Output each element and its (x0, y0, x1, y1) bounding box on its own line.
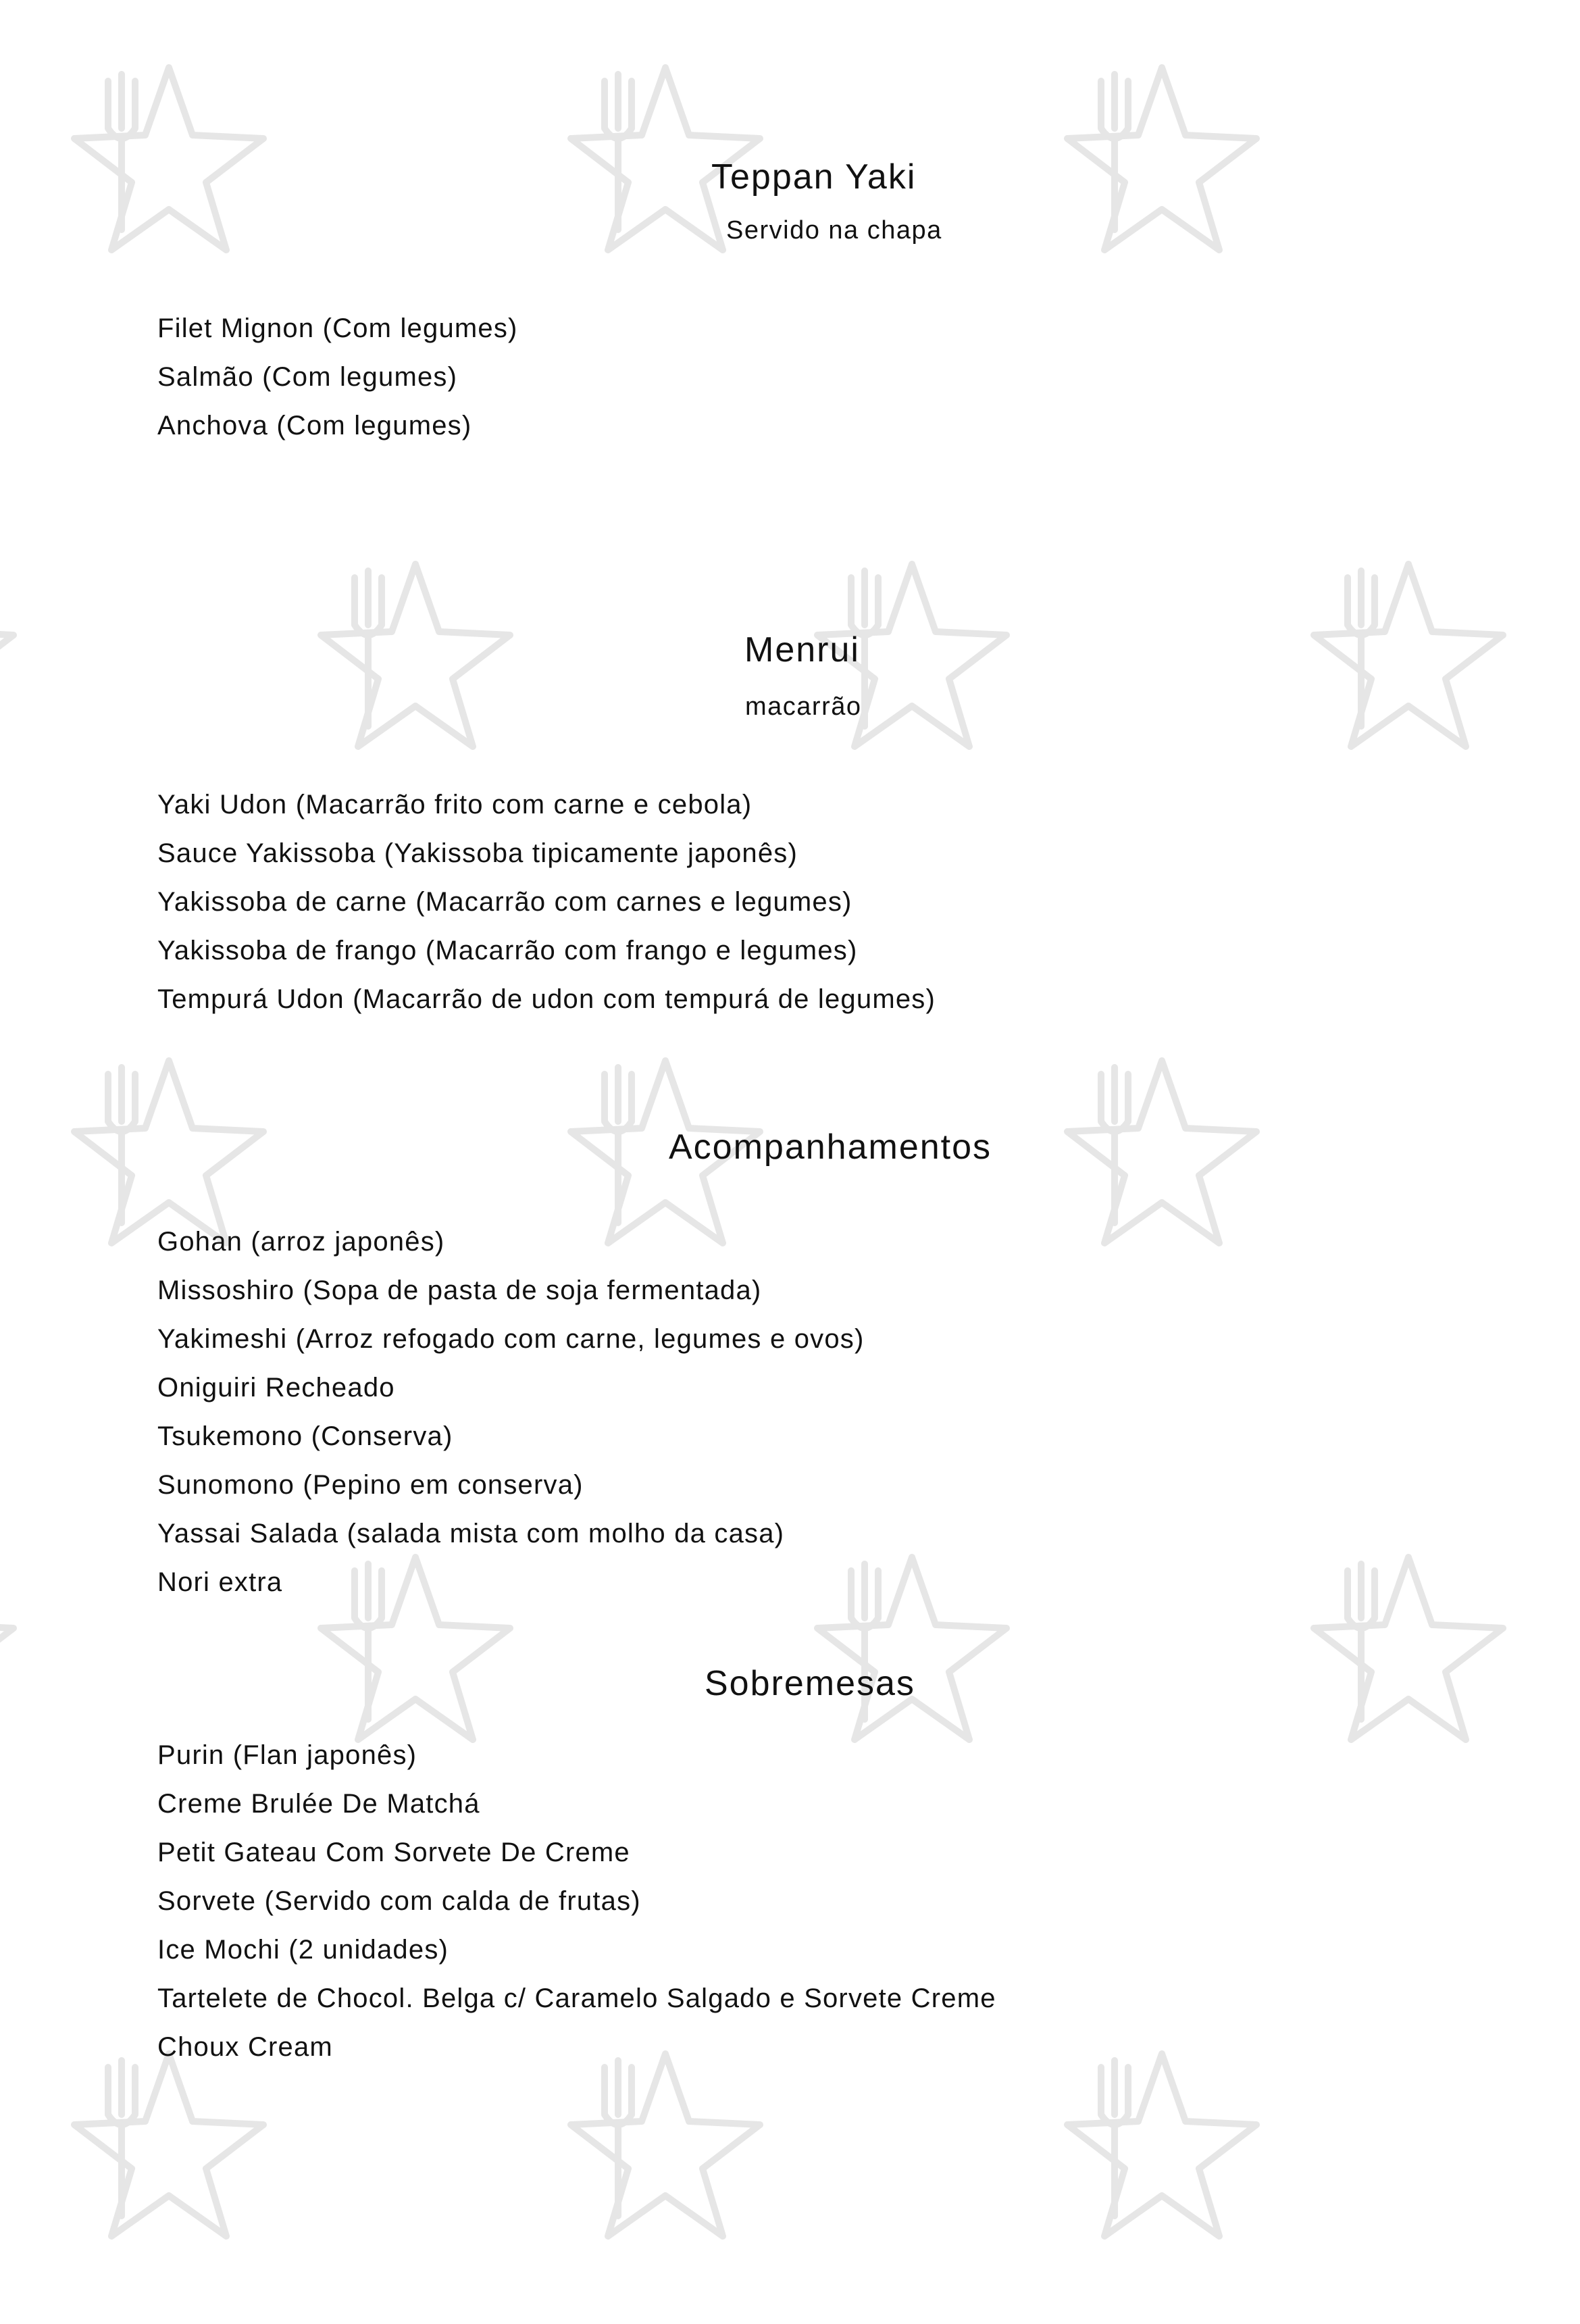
restaurant-guru-star-fork-icon (1061, 2040, 1263, 2243)
watermark-logo (1061, 1047, 1344, 1331)
menu-item: Tartelete de Chocol. Belga c/ Caramelo Salgado e Sorvete Creme (157, 1984, 996, 2013)
menu-item: Petit Gateau Com Sorvete De Creme (157, 1838, 630, 1867)
menu-item: Creme Brulée De Matchá (157, 1789, 480, 1819)
watermark-logo (1307, 551, 1580, 834)
watermark-logo (0, 551, 101, 834)
menu-item: Yakissoba de carne (Macarrão com carnes e legumes) (157, 887, 852, 917)
watermark-logo (564, 2040, 848, 2324)
restaurant-guru-star-fork-icon (1061, 1047, 1263, 1250)
menu-item: Filet Mignon (Com legumes) (157, 313, 518, 343)
restaurant-guru-star-fork-icon (1061, 54, 1263, 257)
menu-item: Sunomono (Pepino em conserva) (157, 1470, 584, 1500)
menu-item: Tempurá Udon (Macarrão de udon com tempurá de legumes) (157, 984, 936, 1014)
menu-item: Tsukemono (Conserva) (157, 1421, 453, 1451)
section-title: Teppan Yaki (711, 157, 917, 197)
watermark-logo (68, 2040, 351, 2324)
menu-item-list (157, 1731, 996, 2071)
menu-item: Gohan (arroz japonês) (157, 1227, 445, 1257)
menu-item: Yassai Salada (salada mista com molho da casa) (157, 1519, 785, 1548)
menu-item: Yaki Udon (Macarrão frito com carne e cebola) (157, 790, 753, 819)
watermark-logo (68, 54, 351, 338)
menu-item: Sauce Yakissoba (Yakissoba tipicamente japonês) (157, 838, 798, 868)
watermark-logo (1307, 1544, 1580, 1827)
menu-item-list (157, 780, 936, 1024)
restaurant-guru-star-fork-icon (314, 551, 517, 753)
restaurant-guru-star-fork-icon (0, 551, 20, 753)
menu-item-list (157, 1217, 865, 1607)
menu-item: Oniguiri Recheado (157, 1373, 395, 1403)
menu-item: Nori extra (157, 1567, 283, 1597)
menu-item: Ice Mochi (2 unidades) (157, 1935, 449, 1965)
menu-item: Anchova (Com legumes) (157, 411, 472, 440)
watermark-logo (0, 1544, 101, 1827)
menu-item: Purin (Flan japonês) (157, 1740, 417, 1770)
menu-item: Sorvete (Servido com calda de frutas) (157, 1886, 641, 1916)
restaurant-guru-star-fork-icon (0, 1544, 20, 1746)
watermark-logo (1061, 2040, 1344, 2324)
menu-item: Yakissoba de frango (Macarrão com frango e legumes) (157, 936, 858, 965)
restaurant-guru-star-fork-icon (68, 54, 270, 257)
restaurant-guru-star-fork-icon (1307, 551, 1510, 753)
section-title: Menrui (744, 630, 860, 670)
menu-item: Missoshiro (Sopa de pasta de soja fermentada) (157, 1275, 762, 1305)
restaurant-guru-star-fork-icon (1307, 1544, 1510, 1746)
watermark-logo (1061, 54, 1344, 338)
menu-item: Yakimeshi (Arroz refogado com carne, legumes e ovos) (157, 1324, 865, 1354)
menu-item-list (157, 304, 518, 450)
section-title: Acompanhamentos (669, 1128, 992, 1167)
menu-item: Choux Cream (157, 2032, 333, 2062)
menu-item: Salmão (Com legumes) (157, 362, 458, 392)
section-title: Sobremesas (705, 1664, 915, 1703)
section-subtitle: macarrão (745, 692, 862, 721)
section-subtitle: Servido na chapa (726, 216, 942, 245)
